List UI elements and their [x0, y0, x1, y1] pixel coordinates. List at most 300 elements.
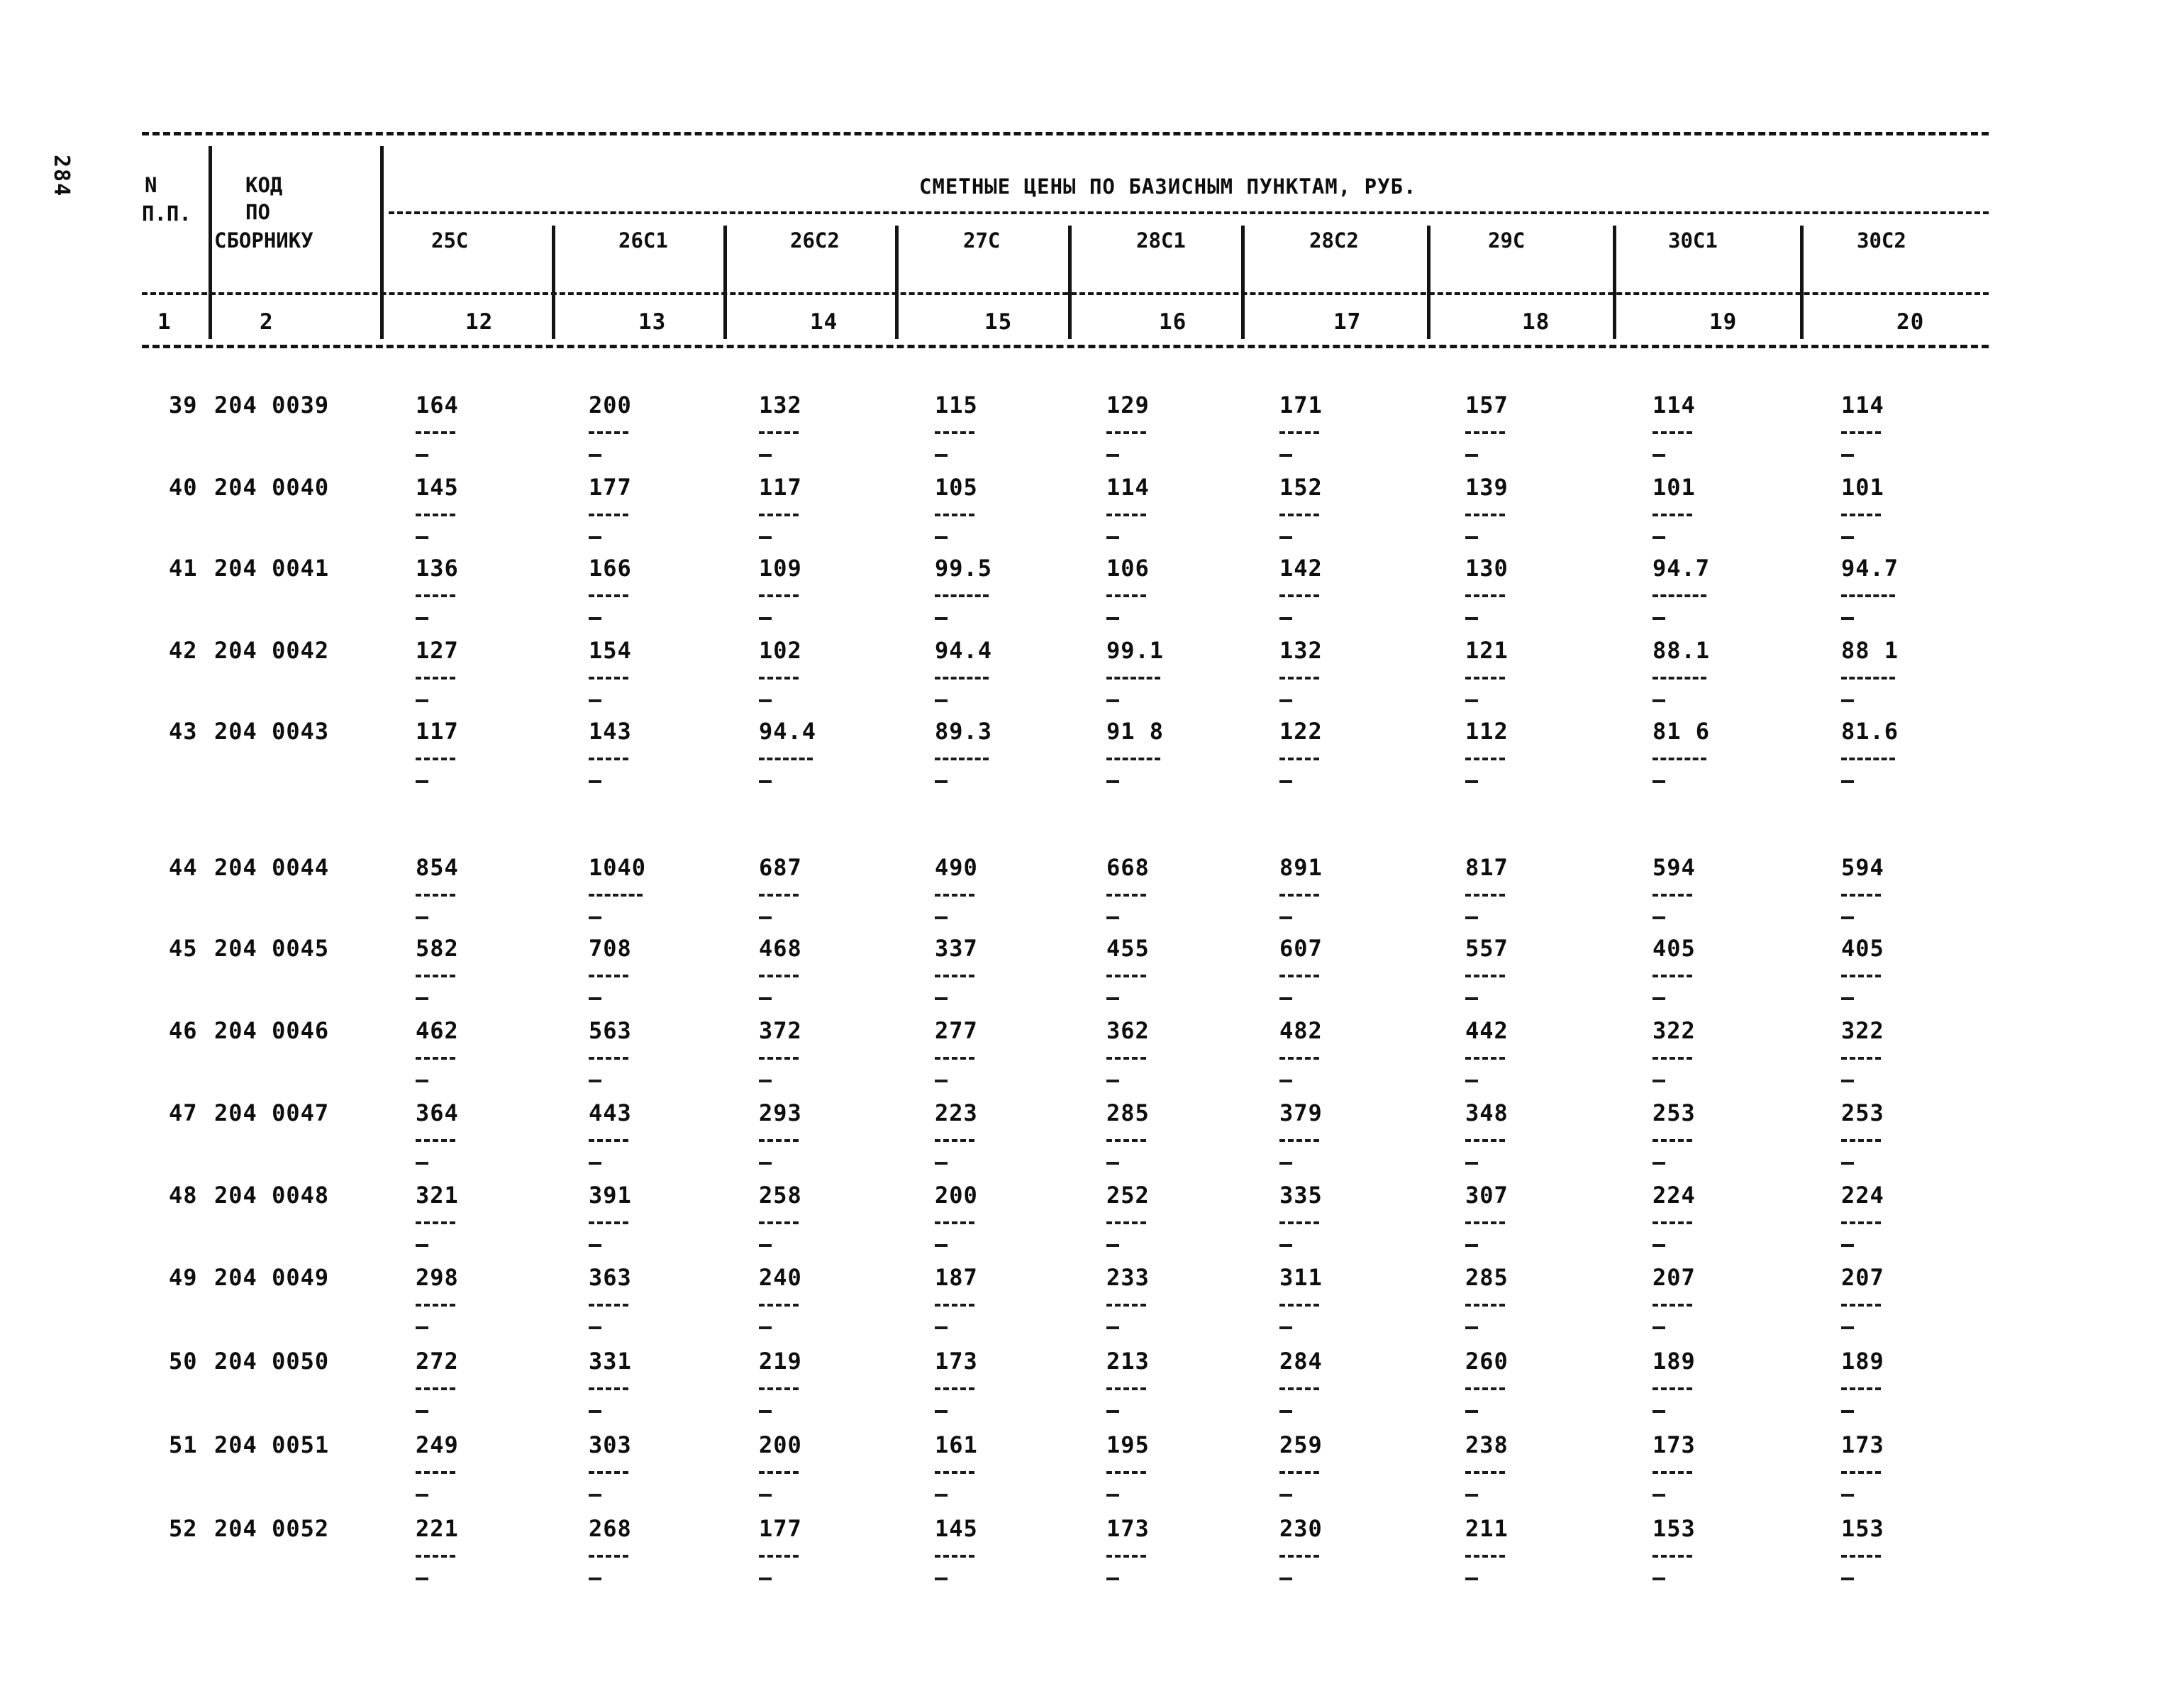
denominator-dash [935, 617, 948, 620]
denominator-dash [935, 1162, 948, 1165]
denominator-dash [935, 1244, 948, 1247]
price-value: 122 [1279, 718, 1323, 745]
price-value: 200 [759, 1431, 802, 1458]
price-value: 173 [1106, 1515, 1150, 1542]
fraction-line [1106, 1471, 1146, 1474]
price-value: 230 [1279, 1515, 1323, 1542]
price-value: 379 [1279, 1099, 1323, 1126]
denominator-dash [759, 997, 772, 1000]
denominator-dash [759, 916, 772, 919]
price-value: 166 [589, 555, 632, 582]
price-value: 127 [416, 637, 459, 664]
fraction-line [759, 894, 799, 897]
denominator-dash [1841, 1244, 1854, 1247]
denominator-dash [1106, 1494, 1119, 1497]
denominator-dash [1652, 1244, 1665, 1247]
fraction-line [416, 514, 455, 516]
fraction-line [935, 1304, 974, 1307]
price-value: 106 [1106, 555, 1150, 582]
denominator-dash [935, 1577, 948, 1580]
fraction-line [935, 894, 974, 897]
header-bottom-rule [142, 345, 1989, 348]
fraction-line [1841, 758, 1895, 760]
denominator-dash [416, 1244, 428, 1247]
fraction-line [1279, 677, 1319, 680]
page-number: 284 [49, 155, 74, 198]
point-30c2: 30С2 [1857, 228, 1906, 253]
header-sub-rule [389, 211, 1989, 214]
price-value: 89.3 [935, 718, 993, 745]
price-value: 94.4 [935, 637, 993, 664]
fraction-line [1652, 1471, 1692, 1474]
row-number: 40 [169, 474, 198, 501]
price-value: 94.7 [1652, 555, 1711, 582]
price-value: 157 [1465, 392, 1509, 418]
point-28c1: 28С1 [1136, 228, 1186, 253]
fraction-line [1106, 1555, 1146, 1558]
fraction-line [1279, 1139, 1319, 1142]
fraction-line [1465, 677, 1505, 680]
denominator-dash [1652, 1577, 1665, 1580]
price-value: 442 [1465, 1017, 1509, 1044]
fraction-line [759, 1304, 799, 1307]
price-value: 405 [1841, 935, 1884, 962]
denominator-dash [759, 1410, 772, 1413]
price-value: 443 [589, 1099, 632, 1126]
price-value: 88.1 [1652, 637, 1711, 664]
fraction-line [1652, 894, 1692, 897]
denominator-dash [1841, 617, 1854, 620]
denominator-dash [1652, 916, 1665, 919]
denominator-dash [1106, 1244, 1119, 1247]
fraction-line [1279, 1057, 1319, 1060]
price-value: 101 [1841, 474, 1884, 501]
price-value: 136 [416, 555, 459, 582]
denominator-dash [759, 1326, 772, 1329]
fraction-line [416, 594, 455, 597]
denominator-dash [935, 1494, 948, 1497]
price-value: 482 [1279, 1017, 1323, 1044]
price-value: 687 [759, 854, 802, 881]
fraction-line [759, 1139, 799, 1142]
price-value: 468 [759, 935, 802, 962]
fraction-line [1106, 758, 1160, 760]
price-value: 102 [759, 637, 802, 664]
denominator-dash [759, 699, 772, 702]
price-value: 94.7 [1841, 555, 1899, 582]
price-value: 132 [1279, 637, 1323, 664]
price-value: 307 [1465, 1182, 1509, 1209]
denominator-dash [1106, 780, 1119, 783]
price-value: 708 [589, 935, 632, 962]
col-number-1: 1 [157, 309, 172, 335]
col-number-12: 12 [465, 309, 494, 335]
fraction-line [1465, 758, 1505, 760]
fraction-line [935, 1387, 974, 1390]
price-value: 99.5 [935, 555, 993, 582]
fraction-line [416, 1057, 455, 1060]
price-value: 200 [935, 1182, 978, 1209]
fraction-line [589, 594, 628, 597]
fraction-line [1652, 1555, 1692, 1558]
point-26c2: 26С2 [790, 228, 840, 253]
fraction-line [759, 1471, 799, 1474]
denominator-dash [1841, 1410, 1854, 1413]
fraction-line [1841, 1057, 1881, 1060]
row-code: 204 0039 [214, 392, 330, 418]
header-code-label-1: КОД [245, 173, 283, 197]
col-sep-6 [1068, 226, 1072, 339]
denominator-dash [416, 1410, 428, 1413]
fraction-line [1465, 1471, 1505, 1474]
denominator-dash [1279, 1080, 1292, 1082]
point-27c: 27С [963, 228, 1001, 253]
denominator-dash [1841, 997, 1854, 1000]
denominator-dash [589, 997, 601, 1000]
denominator-dash [589, 780, 601, 783]
fraction-line [1279, 975, 1319, 977]
price-value: 121 [1465, 637, 1509, 664]
fraction-line [1106, 894, 1146, 897]
fraction-line [759, 594, 799, 597]
denominator-dash [1465, 1577, 1478, 1580]
price-value: 563 [589, 1017, 632, 1044]
fraction-line [1841, 1221, 1881, 1224]
row-code: 204 0045 [214, 935, 330, 962]
col-sep-10 [1800, 226, 1804, 339]
fraction-line [1106, 677, 1160, 680]
price-value: 177 [759, 1515, 802, 1542]
fraction-line [935, 975, 974, 977]
fraction-line [1106, 1139, 1146, 1142]
price-value: 213 [1106, 1348, 1150, 1375]
denominator-dash [416, 1162, 428, 1165]
fraction-line [759, 514, 799, 516]
fraction-line [1465, 975, 1505, 977]
price-value: 81 6 [1652, 718, 1711, 745]
point-28c2: 28С2 [1309, 228, 1359, 253]
fraction-line [1106, 1221, 1146, 1224]
price-value: 173 [1841, 1431, 1884, 1458]
denominator-dash [1652, 1080, 1665, 1082]
denominator-dash [1652, 997, 1665, 1000]
denominator-dash [589, 1162, 601, 1165]
price-value: 88 1 [1841, 637, 1899, 664]
fraction-line [1106, 431, 1146, 434]
fraction-line [416, 1471, 455, 1474]
price-value: 252 [1106, 1182, 1150, 1209]
fraction-line [589, 1304, 628, 1307]
denominator-dash [1652, 454, 1665, 457]
fraction-line [1841, 594, 1895, 597]
fraction-line [1465, 894, 1505, 897]
denominator-dash [1652, 617, 1665, 620]
fraction-line [935, 1471, 974, 1474]
denominator-dash [1279, 997, 1292, 1000]
fraction-line [589, 677, 628, 680]
fraction-line [589, 1387, 628, 1390]
price-value: 817 [1465, 854, 1509, 881]
fraction-line [1106, 594, 1146, 597]
denominator-dash [1106, 617, 1119, 620]
row-code: 204 0051 [214, 1431, 330, 1458]
fraction-line [759, 975, 799, 977]
price-value: 117 [759, 474, 802, 501]
denominator-dash [416, 536, 428, 539]
fraction-line [935, 431, 974, 434]
row-code: 204 0049 [214, 1264, 330, 1291]
fraction-line [1652, 1139, 1692, 1142]
price-value: 238 [1465, 1431, 1509, 1458]
row-code: 204 0041 [214, 555, 330, 582]
denominator-dash [759, 1577, 772, 1580]
price-value: 455 [1106, 935, 1150, 962]
denominator-dash [935, 997, 948, 1000]
fraction-line [1652, 975, 1692, 977]
fraction-line [1652, 1057, 1692, 1060]
denominator-dash [1465, 1244, 1478, 1247]
fraction-line [1841, 894, 1881, 897]
price-value: 303 [589, 1431, 632, 1458]
price-value: 668 [1106, 854, 1150, 881]
denominator-dash [589, 1410, 601, 1413]
table-top-rule [142, 132, 1989, 135]
price-value: 211 [1465, 1515, 1509, 1542]
price-value: 372 [759, 1017, 802, 1044]
denominator-dash [589, 1494, 601, 1497]
price-value: 462 [416, 1017, 459, 1044]
fraction-line [1279, 1221, 1319, 1224]
price-value: 557 [1465, 935, 1509, 962]
denominator-dash [1106, 454, 1119, 457]
price-value: 99.1 [1106, 637, 1165, 664]
price-value: 594 [1841, 854, 1884, 881]
denominator-dash [589, 536, 601, 539]
denominator-dash [1652, 1326, 1665, 1329]
denominator-dash [759, 1494, 772, 1497]
col-sep-2 [380, 146, 384, 339]
fraction-line [589, 431, 628, 434]
fraction-line [1652, 514, 1692, 516]
price-value: 233 [1106, 1264, 1150, 1291]
header-code-label-2: ПО [245, 200, 270, 224]
price-value: 152 [1279, 474, 1323, 501]
denominator-dash [1106, 997, 1119, 1000]
price-value: 285 [1465, 1264, 1509, 1291]
row-code: 204 0043 [214, 718, 330, 745]
row-code: 204 0044 [214, 854, 330, 881]
denominator-dash [1841, 699, 1854, 702]
fraction-line [589, 1221, 628, 1224]
row-code: 204 0052 [214, 1515, 330, 1542]
row-number: 48 [169, 1182, 198, 1209]
denominator-dash [1106, 1577, 1119, 1580]
price-value: 187 [935, 1264, 978, 1291]
denominator-dash [1465, 1162, 1478, 1165]
col-number-15: 15 [984, 309, 1013, 335]
denominator-dash [1465, 997, 1478, 1000]
fraction-line [416, 1139, 455, 1142]
col-sep-7 [1241, 226, 1245, 339]
fraction-line [1465, 594, 1505, 597]
price-value: 321 [416, 1182, 459, 1209]
denominator-dash [935, 1080, 948, 1082]
price-value: 322 [1652, 1017, 1696, 1044]
point-29c: 29С [1488, 228, 1526, 253]
denominator-dash [1465, 1494, 1478, 1497]
denominator-dash [1279, 536, 1292, 539]
denominator-dash [1106, 916, 1119, 919]
header-pp-label: П.П. [142, 201, 191, 226]
fraction-line [935, 514, 974, 516]
denominator-dash [416, 1494, 428, 1497]
denominator-dash [1465, 1410, 1478, 1413]
denominator-dash [416, 454, 428, 457]
price-value: 348 [1465, 1099, 1509, 1126]
row-code: 204 0047 [214, 1099, 330, 1126]
col-sep-4 [723, 226, 727, 339]
fraction-line [416, 1304, 455, 1307]
denominator-dash [1106, 1410, 1119, 1413]
denominator-dash [1279, 699, 1292, 702]
fraction-line [759, 677, 799, 680]
fraction-line [935, 594, 989, 597]
denominator-dash [416, 780, 428, 783]
fraction-line [589, 514, 628, 516]
col-number-18: 18 [1522, 309, 1550, 335]
fraction-line [1279, 514, 1319, 516]
row-number: 49 [169, 1264, 198, 1291]
denominator-dash [1841, 1326, 1854, 1329]
fraction-line [1465, 1221, 1505, 1224]
denominator-dash [1279, 1577, 1292, 1580]
row-number: 44 [169, 854, 198, 881]
denominator-dash [589, 454, 601, 457]
price-value: 130 [1465, 555, 1509, 582]
price-value: 109 [759, 555, 802, 582]
header-n-label: N [145, 173, 157, 197]
col-number-16: 16 [1159, 309, 1187, 335]
fraction-line [935, 1139, 974, 1142]
fraction-line [1465, 1387, 1505, 1390]
price-value: 173 [935, 1348, 978, 1375]
denominator-dash [759, 454, 772, 457]
denominator-dash [589, 1326, 601, 1329]
fraction-line [1106, 975, 1146, 977]
row-code: 204 0046 [214, 1017, 330, 1044]
fraction-line [1652, 677, 1706, 680]
fraction-line [1279, 594, 1319, 597]
denominator-dash [1465, 916, 1478, 919]
denominator-dash [1465, 1080, 1478, 1082]
table-title: СМЕТНЫЕ ЦЕНЫ ПО БАЗИСНЫМ ПУНКТАМ, РУБ. [919, 174, 1417, 199]
fraction-line [1279, 431, 1319, 434]
price-value: 117 [416, 718, 459, 745]
denominator-dash [1465, 780, 1478, 783]
fraction-line [416, 894, 455, 897]
fraction-line [1465, 1555, 1505, 1558]
price-value: 322 [1841, 1017, 1884, 1044]
price-value: 105 [935, 474, 978, 501]
denominator-dash [589, 617, 601, 620]
fraction-line [589, 1555, 628, 1558]
denominator-dash [1841, 780, 1854, 783]
row-number: 41 [169, 555, 198, 582]
price-value: 582 [416, 935, 459, 962]
row-code: 204 0050 [214, 1348, 330, 1375]
price-value: 260 [1465, 1348, 1509, 1375]
row-number: 50 [169, 1348, 198, 1375]
fraction-line [935, 1221, 974, 1224]
row-number: 45 [169, 935, 198, 962]
price-value: 224 [1652, 1182, 1696, 1209]
price-value: 253 [1652, 1099, 1696, 1126]
price-value: 153 [1841, 1515, 1884, 1542]
fraction-line [1841, 1139, 1881, 1142]
denominator-dash [1279, 454, 1292, 457]
fraction-line [1652, 594, 1706, 597]
fraction-line [935, 1555, 974, 1558]
price-value: 219 [759, 1348, 802, 1375]
price-value: 112 [1465, 718, 1509, 745]
col-number-14: 14 [810, 309, 838, 335]
denominator-dash [1106, 1326, 1119, 1329]
denominator-dash [935, 454, 948, 457]
fraction-line [416, 431, 455, 434]
fraction-line [1841, 1471, 1881, 1474]
row-number: 39 [169, 392, 198, 418]
price-value: 363 [589, 1264, 632, 1291]
denominator-dash [589, 699, 601, 702]
fraction-line [1106, 1387, 1146, 1390]
denominator-dash [935, 780, 948, 783]
price-value: 331 [589, 1348, 632, 1375]
fraction-line [1652, 1387, 1692, 1390]
row-number: 47 [169, 1099, 198, 1126]
price-value: 362 [1106, 1017, 1150, 1044]
denominator-dash [1652, 536, 1665, 539]
denominator-dash [1465, 699, 1478, 702]
price-value: 145 [935, 1515, 978, 1542]
fraction-line [1279, 1387, 1319, 1390]
price-value: 268 [589, 1515, 632, 1542]
fraction-line [759, 758, 813, 760]
denominator-dash [935, 1410, 948, 1413]
price-value: 337 [935, 935, 978, 962]
col-sep-1 [209, 146, 212, 339]
denominator-dash [1841, 1577, 1854, 1580]
denominator-dash [1279, 617, 1292, 620]
price-value: 114 [1106, 474, 1150, 501]
price-value: 142 [1279, 555, 1323, 582]
fraction-line [759, 1221, 799, 1224]
price-value: 1040 [589, 854, 647, 881]
denominator-dash [416, 1326, 428, 1329]
price-value: 224 [1841, 1182, 1884, 1209]
col-sep-8 [1427, 226, 1431, 339]
denominator-dash [416, 997, 428, 1000]
denominator-dash [1841, 1080, 1854, 1082]
denominator-dash [589, 1244, 601, 1247]
price-value: 164 [416, 392, 459, 418]
fraction-line [1841, 1304, 1881, 1307]
denominator-dash [759, 617, 772, 620]
price-value: 293 [759, 1099, 802, 1126]
denominator-dash [1652, 1162, 1665, 1165]
denominator-dash [416, 699, 428, 702]
price-value: 594 [1652, 854, 1696, 881]
col-number-2: 2 [260, 309, 274, 335]
